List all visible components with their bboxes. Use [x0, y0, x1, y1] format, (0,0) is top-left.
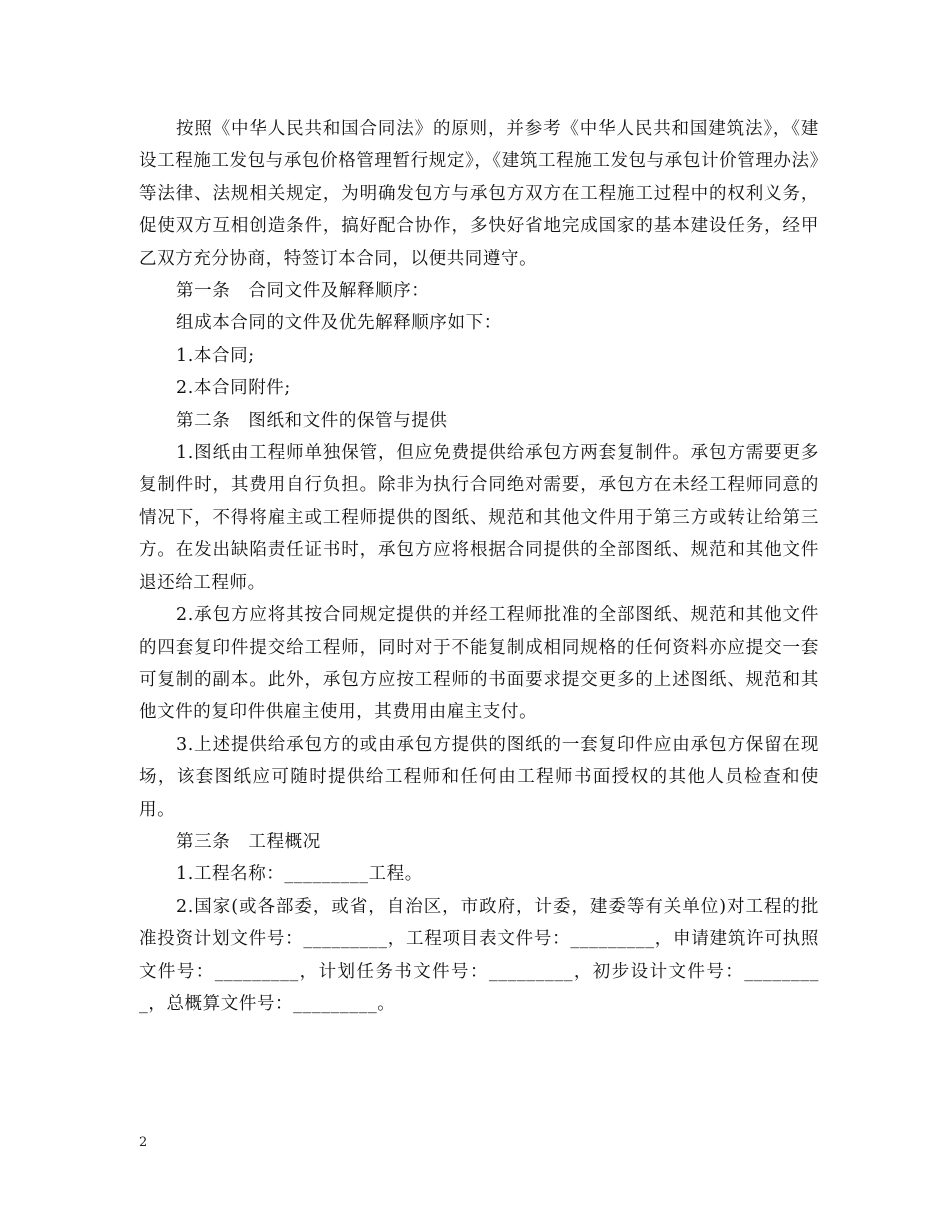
preamble-paragraph: 按照《中华人民共和国合同法》的原则，并参考《中华人民共和国建筑法》，《建设工程施工发包与承包价格管理暂行规定》，《建筑工程施工发包与承包计价管理办法》等法律、法规相关规定，为明确发包方与承包方双方在工程施工过程中的权利义务，促使双方互相创造条件，搞好配合协作，多快好省地完成国家的基本建设任务，经甲乙双方充分协商，特签订本合同，以便共同遵守。 — [139, 119, 819, 269]
article-1-item-1: 1.本合同; — [176, 345, 255, 366]
article-1-heading: 第一条 合同文件及解释顺序： — [176, 281, 430, 302]
article-2-heading: 第二条 图纸和文件的保管与提供 — [176, 410, 448, 431]
article-3-clause-1: 1.工程名称：_________工程。 — [176, 864, 423, 885]
article-3-clause-2: 2.国家(或各部委，或省，自治区，市政府，计委，建委等有关单位)对工程的批准投资计划文件号：_________，工程项目表文件号：_________，申请建筑许可执照文件号：_________，计划任务书文件号：_________，初步设计文件号：_________，总概算文件号：_________。 — [139, 896, 819, 1014]
page-number: 2 — [139, 1135, 148, 1150]
article-2-clause-2: 2.承包方应将其按合同规定提供的并经工程师批准的全部图纸、规范和其他文件的四套复印件提交给工程师，同时对于不能复制成相同规格的任何资料亦应提交一套可复制的副本。此外，承包方应按工程师的书面要求提交更多的上述图纸、规范和其他文件的复印件供雇主使用，其费用由雇主支付。 — [139, 605, 819, 723]
article-1-item-2: 2.本合同附件; — [176, 378, 291, 399]
document-body — [139, 113, 819, 1020]
article-3-heading: 第三条 工程概况 — [176, 831, 321, 852]
article-2-clause-3: 3.上述提供给承包方的或由承包方提供的图纸的一套复印件应由承包方保留在现场，该套图纸应可随时提供给工程师和任何由工程师书面授权的其他人员检查和使用。 — [139, 734, 819, 820]
article-2-clause-1: 1.图纸由工程师单独保管，但应免费提供给承包方两套复制件。承包方需要更多复制件时，其费用自行负担。除非为执行合同绝对需要，承包方在未经工程师同意的情况下，不得将雇主或工程师提供的图纸、规范和其他文件用于第三方或转让给第三方。在发出缺陷责任证书时，承包方应将根据合同提供的全部图纸、规范和其他文件退还给工程师。 — [139, 443, 819, 593]
article-1-intro: 组成本合同的文件及优先解释顺序如下： — [176, 313, 502, 334]
